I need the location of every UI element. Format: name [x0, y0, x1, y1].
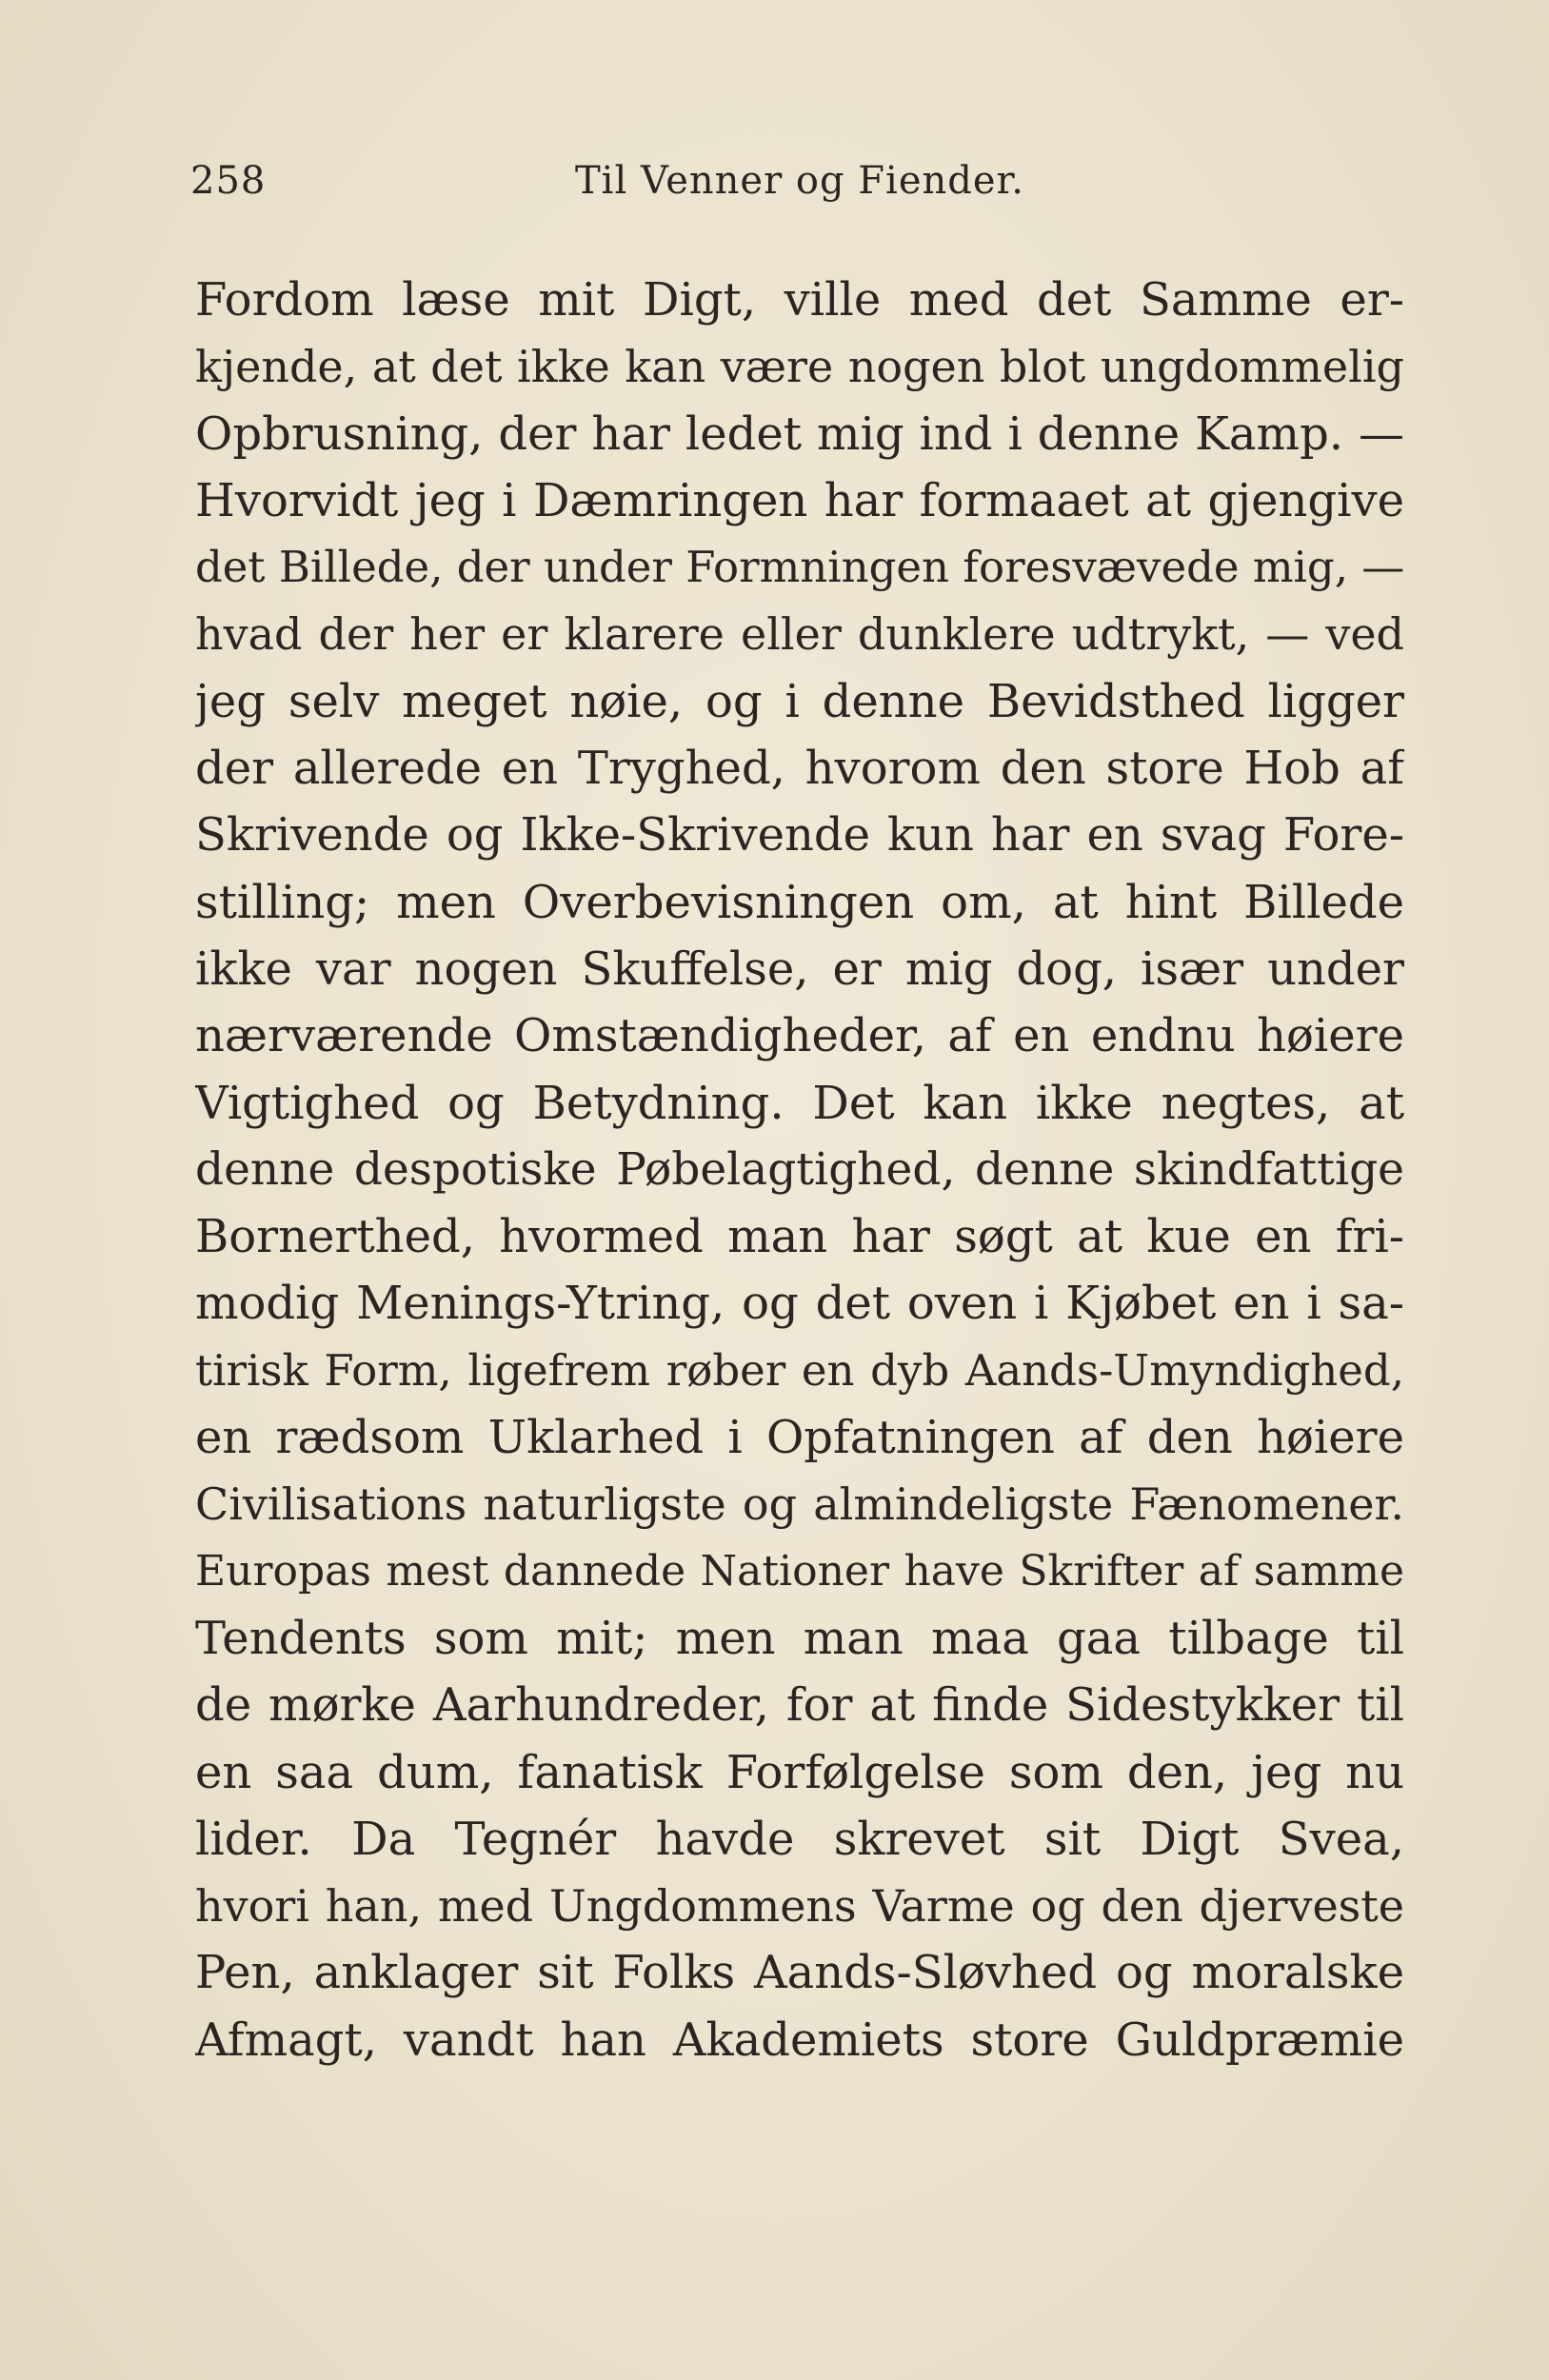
text-line: kjende, at det ikke kan være nogen blot ungdommelig: [195, 341, 1404, 393]
running-title: Til Venner og Fiender.: [575, 159, 1024, 203]
text-line: Bornerthed, hvormed man har søgt at kue en fri-: [195, 1210, 1404, 1264]
text-line: Opbrusning, der har ledet mig ind i denne Kamp. —: [195, 407, 1404, 461]
text-line: Fordom læse mit Digt, ville med det Samme er-: [195, 273, 1404, 327]
text-line: Civilisations naturligste og almindeligste Fænomener.: [195, 1478, 1404, 1531]
text-line: Hvorvidt jeg i Dæmringen har formaaet at gjengive: [195, 473, 1404, 527]
text-line: lider. Da Tegnér havde skrevet sit Digt Svea,: [195, 1812, 1404, 1866]
text-line: Europas mest dannede Nationer have Skrifter af samme: [195, 1546, 1404, 1596]
text-line: der allerede en Tryghed, hvorom den store Hob af: [195, 742, 1404, 796]
text-line: modig Menings-Ytring, og det oven i Kjøbet en i sa-: [195, 1277, 1404, 1331]
text-line: jeg selv meget nøie, og i denne Bevidsthed ligger: [195, 674, 1404, 728]
text-line: Pen, anklager sit Folks Aands-Sløvhed og moralske: [195, 1946, 1404, 2000]
text-line: tirisk Form, ligefrem røber en dyb Aands-Umyndighed,: [195, 1344, 1404, 1396]
text-line: hvori han, med Ungdommens Varme og den djerveste: [195, 1880, 1404, 1933]
text-line: Tendents som mit; men man maa gaa tilbage til: [195, 1611, 1404, 1665]
text-line: denne despotiske Pøbelagtighed, denne skindfattige: [195, 1142, 1404, 1196]
text-line: Skrivende og Ikke-Skrivende kun har en svag Fore-: [195, 808, 1404, 863]
text-line: hvad der her er klarere eller dunklere udtrykt, — ved: [195, 608, 1404, 661]
text-line: Vigtighed og Betydning. Det kan ikke negtes, at: [195, 1076, 1404, 1130]
page-number: 258: [190, 159, 267, 203]
text-line: en rædsom Uklarhed i Opfatningen af den høiere: [195, 1411, 1404, 1465]
text-line: ikke var nogen Skuffelse, er mig dog, især under: [195, 942, 1404, 996]
body-text: [195, 267, 1404, 2073]
text-line: en saa dum, fanatisk Forfølgelse som den, jeg nu: [195, 1745, 1404, 1799]
text-line: nærværende Omstændigheder, af en endnu høiere: [195, 1009, 1404, 1063]
text-line: stilling; men Overbevisningen om, at hint Billede: [195, 875, 1404, 929]
text-line: de mørke Aarhundreder, for at finde Sidestykker til: [195, 1678, 1404, 1733]
text-line: det Billede, der under Formningen foresvævede mig, —: [195, 542, 1404, 593]
text-line: Afmagt, vandt han Akademiets store Guldpræmie: [195, 2013, 1404, 2067]
running-head: [190, 152, 1419, 209]
